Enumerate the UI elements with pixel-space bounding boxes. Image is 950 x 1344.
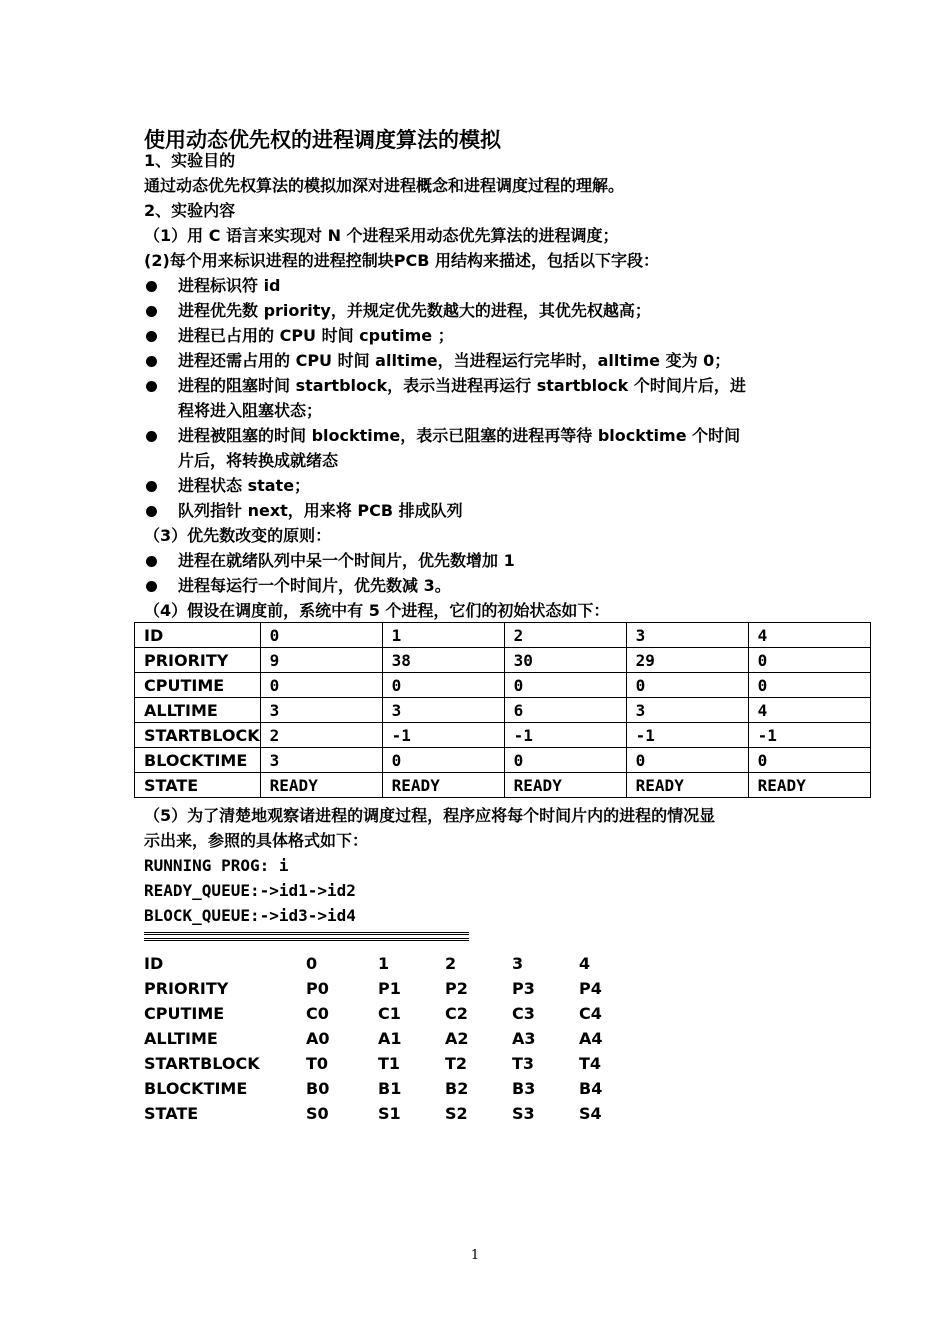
table-cell: 4: [748, 698, 870, 723]
table-cell: READY: [260, 773, 382, 798]
table-cell: 0: [382, 748, 504, 773]
table-cell: 3: [626, 623, 748, 648]
table-cell: B4: [579, 1079, 603, 1098]
running-prog-line: RUNNING PROG: i: [144, 856, 289, 875]
row-header-cell: STARTBLOCK: [135, 723, 261, 748]
table-cell: 3: [626, 698, 748, 723]
table-cell: 3: [260, 698, 382, 723]
table-row: [135, 773, 871, 798]
bullet-icon: [146, 481, 157, 492]
row-header-cell: CPUTIME: [144, 1004, 225, 1023]
bullet-icon: [146, 331, 157, 342]
section-heading-content: 2、实验内容: [144, 201, 236, 220]
row-header-cell: STARTBLOCK: [144, 1054, 260, 1073]
table-cell: C3: [512, 1004, 535, 1023]
table-row: [135, 748, 871, 773]
table-cell: 0: [748, 748, 870, 773]
table-cell: 3: [382, 698, 504, 723]
list-item-text: 队列指针 next，用来将 PCB 排成队列: [178, 501, 463, 520]
bullet-icon: [146, 506, 157, 517]
row-header-cell: BLOCKTIME: [144, 1079, 248, 1098]
row-header-cell: PRIORITY: [135, 648, 261, 673]
table-cell: A2: [445, 1029, 469, 1048]
list-item-text-continued: 片后，将转换成就绪态: [178, 451, 339, 470]
page-number: 1: [470, 1248, 480, 1263]
table-cell: P4: [579, 979, 602, 998]
table-cell: T2: [445, 1054, 468, 1073]
table-cell: P3: [512, 979, 535, 998]
row-header-cell: STATE: [144, 1104, 199, 1123]
list-item-text: 进程还需占用的 CPU 时间 alltime，当进程运行完毕时，alltime 变为 0；: [178, 351, 731, 370]
table-cell: S0: [306, 1104, 329, 1123]
table-row: [135, 673, 871, 698]
table-cell: 2: [260, 723, 382, 748]
list-item-text: 进程状态 state；: [178, 476, 311, 495]
table-cell: READY: [382, 773, 504, 798]
table-cell: 2: [504, 623, 626, 648]
table-cell: T4: [579, 1054, 602, 1073]
table-cell: 6: [504, 698, 626, 723]
table-row: [135, 623, 871, 648]
table-cell: S2: [445, 1104, 468, 1123]
table-cell: 0: [626, 673, 748, 698]
table-cell: T3: [512, 1054, 535, 1073]
table-cell: READY: [504, 773, 626, 798]
item-1-text: （1）用 C 语言来实现对 N 个进程采用动态优先算法的进程调度；: [144, 226, 619, 245]
list-item-text: 进程的阻塞时间 startblock，表示当进程再运行 startblock 个时间片后，进: [178, 376, 746, 395]
table-cell: A4: [579, 1029, 603, 1048]
list-item-text-continued: 程将进入阻塞状态；: [178, 401, 323, 420]
list-item-text: 进程标识符 id: [178, 276, 281, 295]
table-cell: C2: [445, 1004, 468, 1023]
table-cell: 0: [504, 748, 626, 773]
ready-queue-line: READY_QUEUE:->id1->id2: [144, 881, 356, 900]
table-cell: 0: [260, 623, 382, 648]
table-cell: 0: [504, 673, 626, 698]
list-item-text: 进程每运行一个时间片，优先数减 3。: [178, 576, 451, 595]
row-header-cell: CPUTIME: [135, 673, 261, 698]
bullet-icon: [146, 306, 157, 317]
row-header-cell: ALLTIME: [135, 698, 261, 723]
table-cell: -1: [504, 723, 626, 748]
row-header-cell: BLOCKTIME: [135, 748, 261, 773]
table-cell: B3: [512, 1079, 536, 1098]
table-cell: 0: [626, 748, 748, 773]
page-title: 使用动态优先权的进程调度算法的模拟: [144, 128, 501, 152]
bullet-icon: [146, 581, 157, 592]
table-cell: 0: [748, 673, 870, 698]
table-cell: -1: [382, 723, 504, 748]
list-item-text: 进程已占用的 CPU 时间 cputime ；: [178, 326, 454, 345]
table-cell: B2: [445, 1079, 469, 1098]
table-cell: P1: [378, 979, 401, 998]
table-cell: 1: [382, 623, 504, 648]
table-row: [135, 723, 871, 748]
row-header-cell: ID: [144, 954, 164, 973]
table-cell: 0: [748, 648, 870, 673]
table-cell: READY: [626, 773, 748, 798]
table-row: [135, 648, 871, 673]
table-cell: 0: [306, 954, 318, 973]
table-cell: 29: [626, 648, 748, 673]
table-cell: A0: [306, 1029, 330, 1048]
table-cell: -1: [626, 723, 748, 748]
table-cell: T0: [306, 1054, 329, 1073]
bullet-icon: [146, 281, 157, 292]
table-cell: 38: [382, 648, 504, 673]
table-cell: S1: [378, 1104, 401, 1123]
table-cell: -1: [748, 723, 870, 748]
item-5-text-continued: 示出来，参照的具体格式如下：: [144, 831, 369, 850]
table-cell: 0: [260, 673, 382, 698]
block-queue-line: BLOCK_QUEUE:->id3->id4: [144, 906, 356, 925]
bullet-icon: [146, 431, 157, 442]
row-header-cell: ID: [135, 623, 261, 648]
section-heading-purpose: 1、实验目的: [144, 151, 236, 170]
table-cell: A3: [512, 1029, 536, 1048]
purpose-text: 通过动态优先权算法的模拟加深对进程概念和进程调度过程的理解。: [144, 176, 625, 195]
table-cell: 3: [512, 954, 524, 973]
item-3-text: （3）优先数改变的原则：: [144, 526, 332, 545]
table-cell: 30: [504, 648, 626, 673]
table-cell: READY: [748, 773, 870, 798]
separator-line: [144, 932, 469, 941]
table-cell: 4: [579, 954, 591, 973]
table-cell: S3: [512, 1104, 535, 1123]
table-cell: B0: [306, 1079, 330, 1098]
list-item-text: 进程在就绪队列中呆一个时间片，优先数增加 1: [178, 551, 515, 570]
table-cell: S4: [579, 1104, 602, 1123]
row-header-cell: ALLTIME: [144, 1029, 218, 1048]
table-cell: C4: [579, 1004, 602, 1023]
row-header-cell: PRIORITY: [144, 979, 229, 998]
table-cell: 9: [260, 648, 382, 673]
table-cell: C1: [378, 1004, 401, 1023]
table-cell: C0: [306, 1004, 329, 1023]
list-item-text: 进程优先数 priority，并规定优先数越大的进程，其优先权越高；: [178, 301, 651, 320]
table-cell: P2: [445, 979, 468, 998]
table-cell: 1: [378, 954, 390, 973]
row-header-cell: STATE: [135, 773, 261, 798]
list-item-text: 进程被阻塞的时间 blocktime，表示已阻塞的进程再等待 blocktime 个时间: [178, 426, 741, 445]
item-5-text: （5）为了清楚地观察诸进程的调度过程，程序应将每个时间片内的进程的情况显: [144, 806, 716, 825]
table-cell: B1: [378, 1079, 402, 1098]
table-cell: T1: [378, 1054, 401, 1073]
table-cell: 0: [382, 673, 504, 698]
bullet-icon: [146, 381, 157, 392]
item-2-text: (2)每个用来标识进程的进程控制块PCB 用结构来描述，包括以下字段：: [144, 251, 659, 270]
bullet-icon: [146, 356, 157, 367]
table-cell: A1: [378, 1029, 402, 1048]
table-row: [135, 698, 871, 723]
table-cell: 2: [445, 954, 457, 973]
item-4-text: （4）假设在调度前，系统中有 5 个进程，它们的初始状态如下：: [144, 601, 610, 620]
bullet-icon: [146, 556, 157, 567]
table-cell: P0: [306, 979, 329, 998]
initial-state-table: [134, 622, 871, 798]
table-cell: 4: [748, 623, 870, 648]
table-cell: 3: [260, 748, 382, 773]
